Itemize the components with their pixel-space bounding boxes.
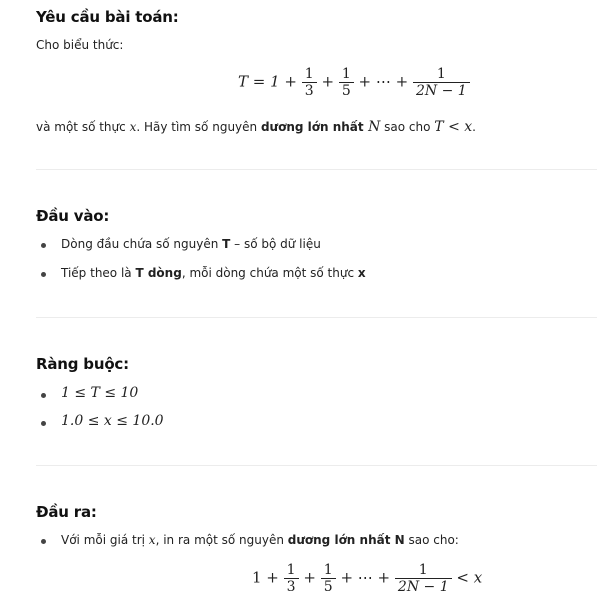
divider-3: [36, 465, 597, 466]
condition-t-lt-x: T < x: [434, 119, 473, 135]
divider-2: [36, 317, 597, 318]
problem-heading: Yêu cầu bài toán:: [36, 8, 179, 26]
var-x: x: [148, 533, 156, 547]
divider-1: [36, 169, 597, 170]
problem-task: và một số thực x. Hãy tìm số nguyên dương lớn nhất N sao cho T < x.: [36, 119, 476, 135]
output-heading: Đầu ra:: [36, 503, 97, 521]
var-x: x: [129, 120, 137, 134]
bullet-icon: [41, 393, 46, 398]
formula-plus: +: [321, 72, 335, 91]
formula-lhs: 1 +: [252, 568, 279, 587]
var-n: N: [363, 119, 381, 135]
fraction-1-5: $\frac{1}{5}$: [339, 66, 354, 99]
output-formula: [252, 562, 482, 595]
formula-lhs: T = 1 +: [238, 72, 297, 91]
formula-plus: +: [303, 568, 316, 587]
input-heading: Đầu vào:: [36, 207, 110, 225]
problem-formula: [238, 66, 470, 99]
fraction-1-2n-1: $\frac{1}{2N - 1}$: [395, 562, 452, 595]
bullet-icon: [41, 421, 46, 426]
fraction-1-3: $\frac{1}{3}$: [284, 562, 299, 595]
formula-ellipsis: + ⋯ +: [358, 72, 409, 91]
constraints-heading: Ràng buộc:: [36, 355, 129, 373]
formula-rhs: < x: [456, 568, 483, 587]
bullet-icon: [41, 272, 46, 277]
bullet-icon: [41, 539, 46, 544]
problem-intro: Cho biểu thức:: [36, 38, 124, 52]
fraction-1-2n-1: $\frac{1}{2N - 1}$: [413, 66, 470, 99]
emphasis-largest-positive: dương lớn nhất: [260, 120, 364, 134]
bullet-icon: [41, 243, 46, 248]
formula-ellipsis: + ⋯ +: [340, 568, 391, 587]
fraction-1-3: $\frac{1}{3}$: [302, 66, 317, 99]
fraction-1-5: $\frac{1}{5}$: [321, 562, 336, 595]
